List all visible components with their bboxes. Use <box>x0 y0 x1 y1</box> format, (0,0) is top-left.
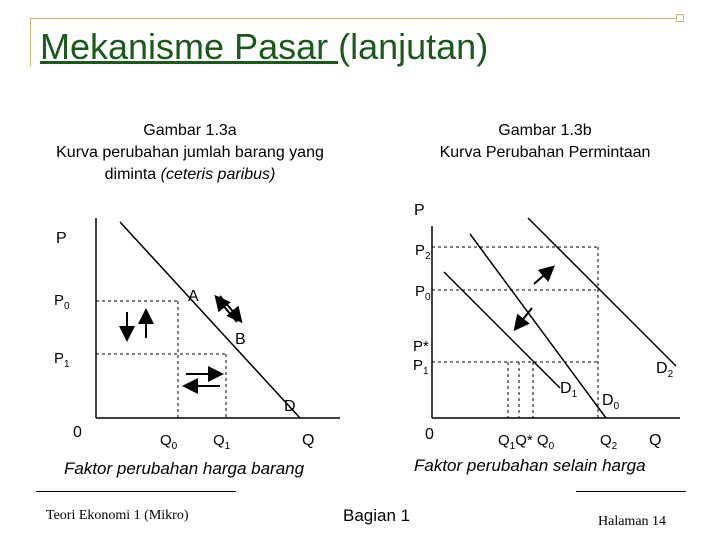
right-p0-sub: 0 <box>425 292 431 303</box>
footer-course-name: Teori Ekonomi 1 (Mikro) <box>46 508 189 523</box>
point-b-label: B <box>235 331 246 348</box>
left-caption-line1: Gambar 1.3a <box>143 122 237 139</box>
left-q0-sub: 0 <box>171 441 178 452</box>
left-q0-label <box>160 432 177 452</box>
right-q0-text: Q <box>536 432 549 449</box>
right-q0-sub: 0 <box>548 441 555 452</box>
right-p0-label <box>415 283 431 303</box>
right-d0-sub: 0 <box>613 401 620 413</box>
right-q-labels <box>498 432 554 452</box>
left-x-axis-label: Q <box>302 432 315 449</box>
right-caption-line2: Kurva Perubahan Permintaan <box>439 144 651 161</box>
left-move-up-arrow <box>217 298 237 322</box>
right-d1-label <box>560 380 577 400</box>
left-y-axis-label: P <box>56 230 67 247</box>
right-q1-text: Q <box>498 432 510 449</box>
right-q1-sub: 1 <box>509 441 516 452</box>
right-p1-text: P <box>413 357 424 374</box>
right-d2-sub: 2 <box>667 369 674 381</box>
right-p2-label <box>415 242 431 262</box>
right-shift-up-arrow <box>534 268 552 284</box>
right-q2-label <box>600 432 617 452</box>
right-q2-text: Q <box>600 432 612 449</box>
left-caption-line2: Kurva perubahan jumlah barang yang <box>56 144 324 161</box>
left-p0-label <box>54 292 70 312</box>
left-curve-d-label: D <box>284 398 296 415</box>
left-q0-text: Q <box>160 432 172 449</box>
right-p2-sub: 2 <box>425 251 431 262</box>
right-x-axis-label: Q <box>649 432 662 449</box>
slide-title-rest: (lanjutan) <box>338 26 489 67</box>
right-d2-text: D <box>656 360 668 377</box>
right-d1-text: D <box>560 380 572 397</box>
right-d2-label <box>656 360 673 380</box>
slide-title-underlined: Mekanisme Pasar <box>40 26 339 67</box>
right-d0-curve <box>470 234 606 418</box>
right-origin-label: 0 <box>425 426 434 443</box>
left-p1-label <box>54 350 70 370</box>
right-shift-down-arrow <box>516 308 532 328</box>
left-move-down-arrow <box>220 296 240 320</box>
right-p1-sub: 1 <box>423 366 429 377</box>
left-q1-text: Q <box>213 432 225 449</box>
left-p0-sub: 0 <box>64 301 70 312</box>
left-x-caption: Faktor perubahan harga barang <box>64 459 305 478</box>
right-x-caption: Faktor perubahan selain harga <box>414 456 646 475</box>
right-y-axis-label: P <box>414 202 425 219</box>
right-d1-curve <box>444 272 560 388</box>
right-p1-label <box>413 357 429 377</box>
right-d1-sub: 1 <box>571 389 578 401</box>
right-d0-text: D <box>602 392 614 409</box>
right-d2-curve <box>528 218 676 366</box>
point-a-label: A <box>188 288 199 305</box>
footer-page-number: Halaman 14 <box>598 514 667 529</box>
right-caption-line1: Gambar 1.3b <box>498 122 592 139</box>
left-caption-line3-italic: (ceteris paribus) <box>160 166 276 183</box>
right-d0-label <box>602 392 619 412</box>
left-p1-text: P <box>54 350 65 367</box>
right-qstar-text: Q* <box>515 432 533 449</box>
footer-section: Bagian 1 <box>343 506 411 525</box>
right-p0-text: P <box>415 283 426 300</box>
left-p1-sub: 1 <box>64 359 70 370</box>
footer-left-rule <box>36 491 236 492</box>
left-caption-line3-prefix: diminta <box>104 166 161 183</box>
left-p0-text: P <box>54 292 65 309</box>
right-q2-sub: 2 <box>611 441 618 452</box>
left-q1-sub: 1 <box>224 441 231 452</box>
left-q1-label <box>213 432 230 452</box>
footer-right-rule <box>576 491 686 492</box>
right-p2-text: P <box>415 242 426 259</box>
left-origin-label: 0 <box>73 424 82 441</box>
right-pstar-label: P* <box>413 338 429 355</box>
